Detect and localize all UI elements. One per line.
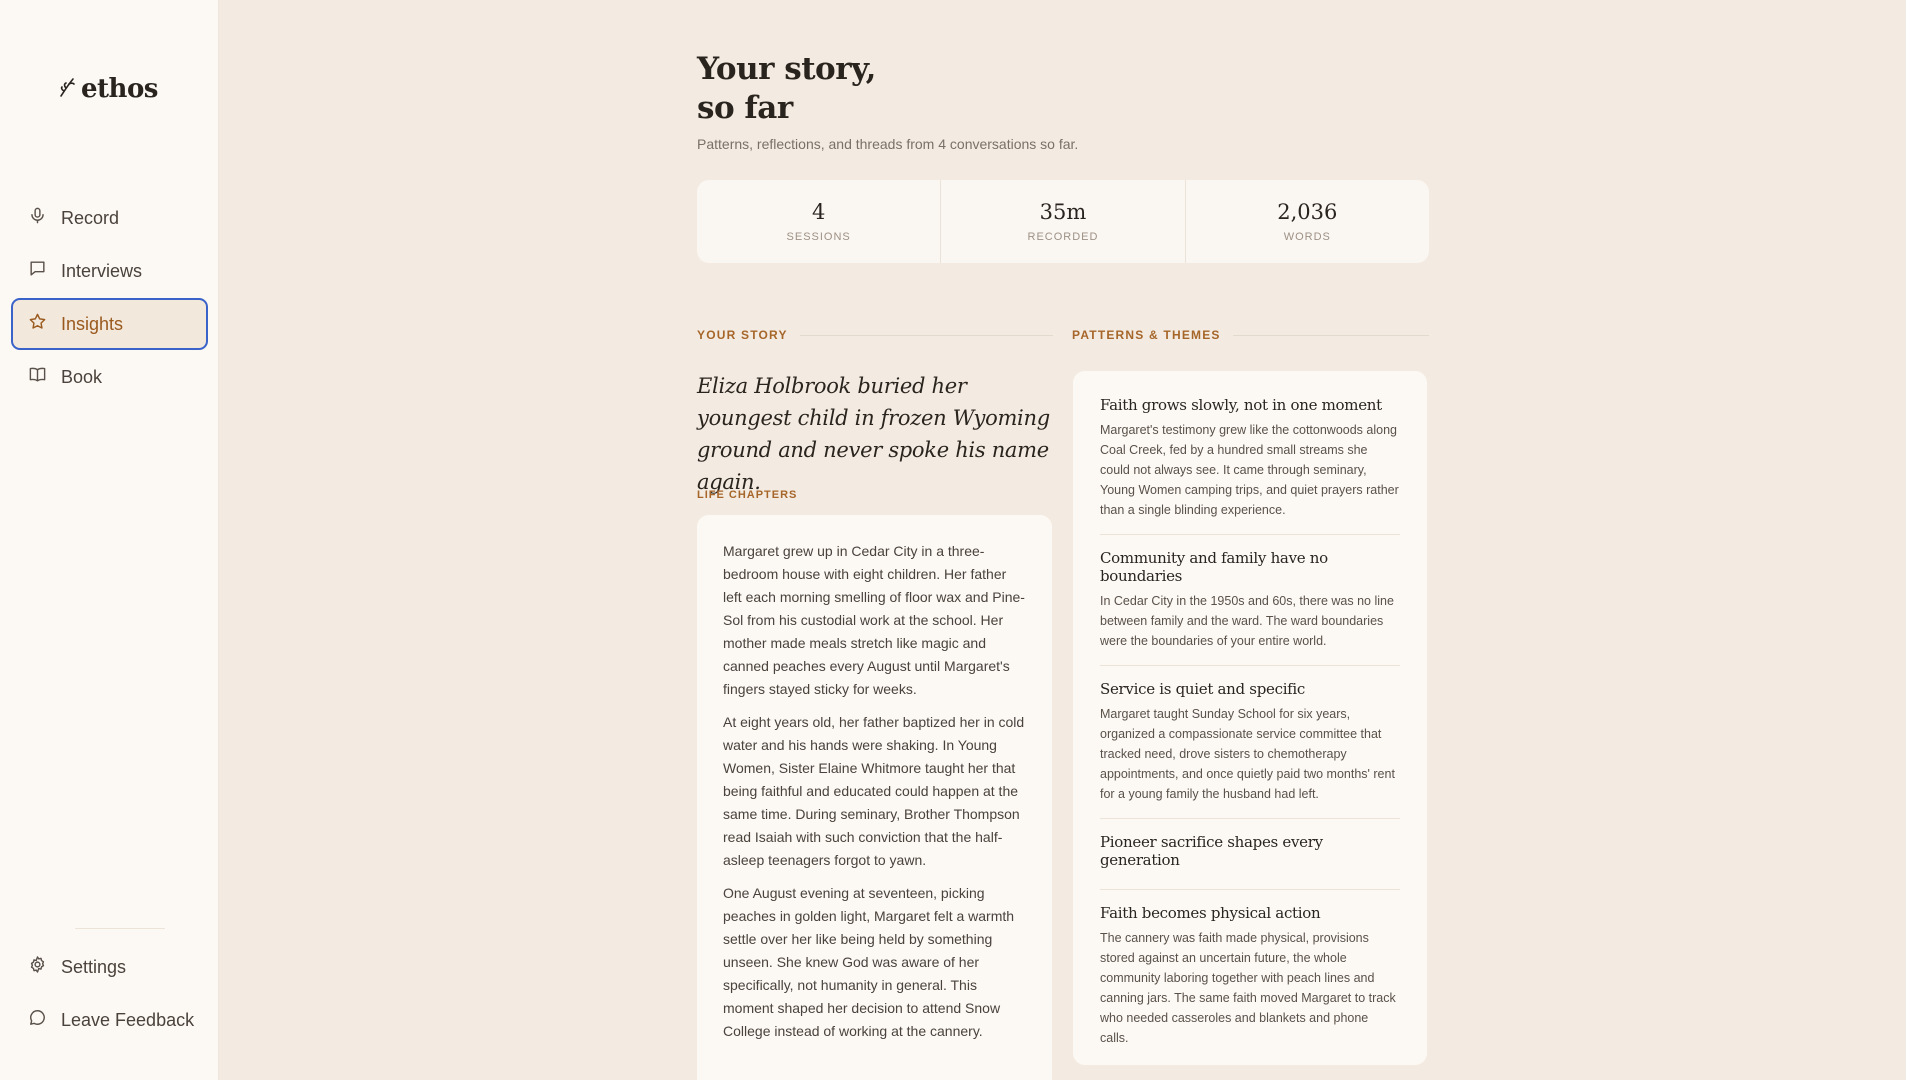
theme-item <box>1100 904 1400 1062</box>
mic-icon <box>28 206 47 230</box>
nav-label: Insights <box>61 313 124 334</box>
sprig-icon <box>58 76 78 103</box>
nav-item-settings[interactable] <box>11 941 208 993</box>
stat-value: 2,036 <box>1277 200 1338 224</box>
section-title: PATTERNS & THEMES <box>1072 328 1221 342</box>
theme-title: Faith becomes physical action <box>1100 904 1321 922</box>
star-icon <box>28 312 47 336</box>
theme-body: The cannery was faith made physical, provisions stored against an uncertain future, the whole community laboring together with peach lines and canning jars. The same faith moved Margaret to track who needed casseroles and blankets and phone calls. <box>1100 931 1396 1045</box>
theme-body: In Cedar City in the 1950s and 60s, there was no line between family and the ward. The ward boundaries were the boundaries of your entire world. <box>1100 594 1394 648</box>
stat-sessions <box>697 180 941 263</box>
app-name: ethos <box>81 74 158 104</box>
stat-label: RECORDED <box>1027 231 1099 243</box>
nav-item-record[interactable] <box>11 192 208 244</box>
nav-label: Interviews <box>61 260 143 281</box>
nav-item-insights[interactable] <box>11 298 208 350</box>
book-icon <box>28 365 47 389</box>
section-title: YOUR STORY <box>697 328 788 342</box>
theme-item <box>1100 549 1400 666</box>
page-title: Your story, so far <box>697 51 876 126</box>
stat-words <box>1186 180 1429 263</box>
stats-panel <box>697 180 1429 263</box>
section-rule <box>1233 335 1429 336</box>
stat-label: WORDS <box>1283 231 1331 243</box>
theme-item <box>1100 680 1400 819</box>
story-quote: Eliza Holbrook buried her youngest child in frozen Wyoming ground and never spoke his name again. <box>697 374 1050 494</box>
nav-item-interviews[interactable] <box>11 245 208 297</box>
theme-title: Faith grows slowly, not in one moment <box>1100 396 1382 414</box>
gear-icon <box>28 955 47 979</box>
nav-item-book[interactable] <box>11 351 208 403</box>
theme-body: Margaret's testimony grew like the cottonwoods along Coal Creek, fed by a hundred small streams she could not always see. It came through seminary, Young Women camping trips, and quiet prayers rather than a single blinding experience. <box>1100 423 1399 517</box>
nav-item-feedback[interactable] <box>11 994 208 1046</box>
chat-icon <box>28 259 47 283</box>
nav-label: Record <box>61 207 120 228</box>
section-rule <box>800 335 1053 336</box>
theme-item <box>1100 833 1400 890</box>
sidebar <box>0 0 219 1080</box>
logo[interactable] <box>58 74 158 104</box>
chapter-paragraph: Margaret grew up in Cedar City in a three-bedroom house with eight children. Her father left each morning smelling of floor wax and Pine-Sol from his custodial work at the school. Her mother made meals stretch like magic and canned peaches every August until Margaret's fingers stayed sticky for weeks. <box>723 543 1025 697</box>
theme-item <box>1100 396 1400 535</box>
stat-value: 35m <box>1039 200 1087 224</box>
chat-bubble-icon <box>28 1008 47 1032</box>
life-chapters-label: LIFE CHAPTERS <box>697 489 798 501</box>
theme-title: Pioneer sacrifice shapes every generation <box>1100 833 1323 869</box>
themes-card <box>1073 371 1427 1065</box>
life-chapters-card <box>697 515 1052 1080</box>
stat-recorded <box>941 180 1185 263</box>
stat-label: SESSIONS <box>786 231 851 243</box>
theme-title: Service is quiet and specific <box>1100 680 1306 698</box>
chapter-paragraph: At eight years old, her father baptized her in cold water and his hands were shaking. In Young Women, Sister Elaine Whitmore taught her that being faithful and educated could happen at the same time. During seminary, Brother Thompson read Isaiah with such conviction that the half-asleep teenagers forgot to yawn. <box>723 714 1025 868</box>
nav-label: Leave Feedback <box>61 1009 195 1030</box>
page-subtitle: Patterns, reflections, and threads from 4 conversations so far. <box>697 136 1079 152</box>
stat-value: 4 <box>811 200 826 224</box>
theme-body: Margaret taught Sunday School for six years, organized a compassionate service committee that tracked need, drove sisters to chemotherapy appointments, and once quietly paid two months' rent for a young family the husband had left. <box>1100 707 1395 801</box>
your-story-heading <box>697 328 1053 342</box>
nav-label: Settings <box>61 956 127 977</box>
theme-title: Community and family have no boundaries <box>1100 549 1328 585</box>
chapter-paragraph: One August evening at seventeen, picking peaches in golden light, Margaret felt a warmth settle over her like being held by something unseen. She knew God was aware of her specifically, not humanity in general. This moment shaped her decision to attend Snow College instead of working at the cannery. <box>723 885 1015 1039</box>
sidebar-divider <box>75 928 165 929</box>
patterns-heading <box>1072 328 1429 342</box>
nav-label: Book <box>61 366 103 387</box>
